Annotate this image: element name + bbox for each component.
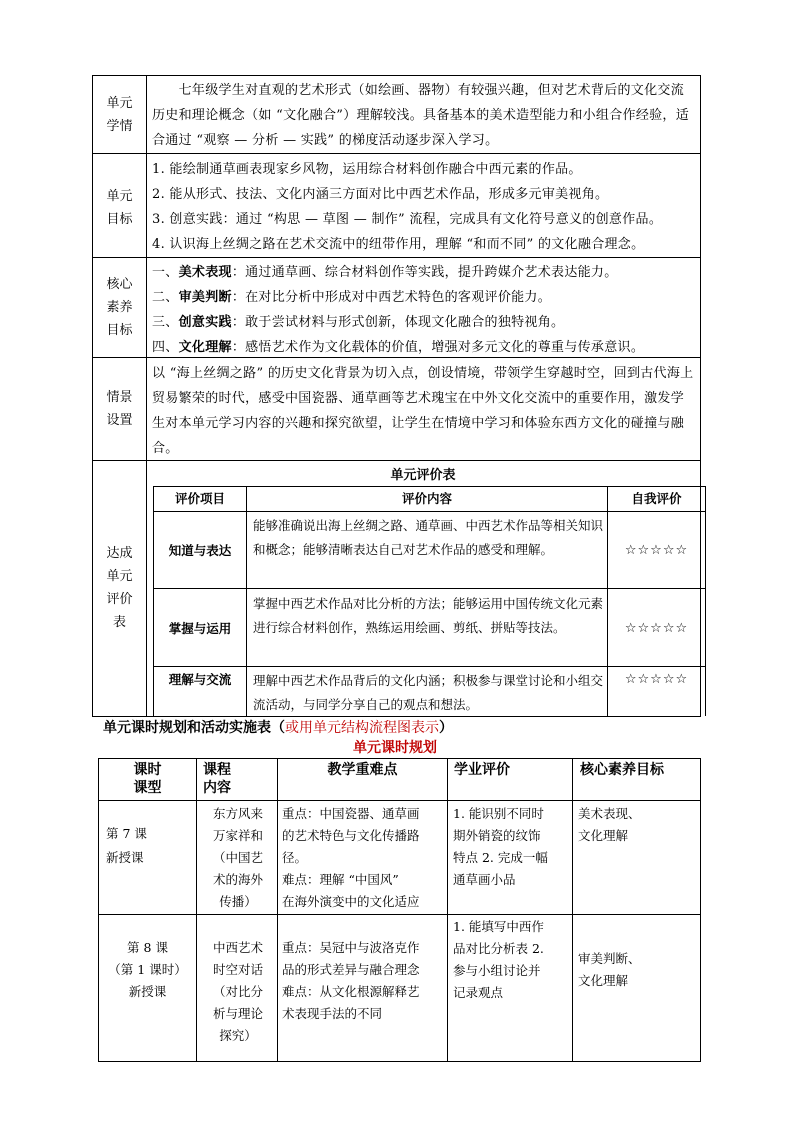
eval-content: 能够准确说出海上丝绸之路、通草画、中西艺术作品等相关知识和概念；能够清晰表达自己对艺术作品的感受和理解。 — [253, 518, 604, 557]
plan-border-bottom — [98, 1061, 701, 1062]
suyang-item: 一、美术表现：通过通草画、综合材料创作等实践，提升跨媒介艺术表达能力。 — [152, 265, 618, 280]
plan-col-divider — [277, 758, 278, 1062]
label-column-divider — [146, 75, 147, 716]
mubiao-list — [152, 157, 700, 257]
section-title: 单元课时规划和活动实施表（或用单元结构流程图表示） — [103, 720, 453, 736]
mubiao-item: 4. 认识海上丝绸之路在艺术交流中的纽带作用，理解 “和而不同” 的文化融合理念。 — [152, 237, 645, 252]
eval-stars[interactable]: ☆☆☆☆☆ — [624, 621, 689, 636]
eval-header-item: 评价项目 — [174, 491, 225, 506]
plan-lesson: 第 7 课 新授课 — [106, 826, 147, 865]
eval-content: 掌握中西艺术作品对比分析的方法；能够运用中国传统文化元素进行综合材料创作，熟练运用绘画、剪纸、拼贴等技法。 — [253, 596, 604, 635]
section-subtitle: 单元课时规划 — [353, 740, 437, 756]
eval-border-top — [153, 486, 706, 487]
eval-stars[interactable]: ☆☆☆☆☆ — [624, 543, 689, 558]
row-label-pingjia: 达成 单元 评价 表 — [106, 546, 133, 630]
row-label-mubiao: 单元 目标 — [106, 189, 133, 227]
plan-key: 重点：中国瓷器、通草画 的艺术特色与文化传播路 径。 难点：理解 “中国风” 在海外演变中的文化适应 — [282, 806, 420, 909]
plan-col-divider — [572, 758, 573, 1062]
qingjing-text: 以 “海上丝绸之路” 的历史文化背景为切入点，创设情境，带领学生穿越时空，回到古代海上贸易繁荣的时代，感受中国瓷器、通草画等艺术瑰宝在中外文化交流中的重要作用，激发学生对本单元学习内容的兴趣和探究欲望，让学生在情境中学习和体验东西方文化的碰撞与融合。 — [152, 366, 694, 456]
plan-goal: 美术表现、 文化理解 — [578, 806, 641, 843]
mubiao-item: 2. 能从形式、技法、文化内涵三方面对比中西艺术作品，形成多元审美视角。 — [152, 187, 609, 202]
plan-header-lesson: 课时 课型 — [133, 762, 162, 796]
eval-item: 理解与交流 — [168, 672, 232, 687]
plan-goal: 审美判断、 文化理解 — [578, 951, 641, 988]
mubiao-item: 3. 创意实践：通过 “构思 — 草图 — 制作” 流程，完成具有文化符号意义的创意作品。 — [152, 212, 663, 227]
table-border-top — [92, 75, 701, 76]
mubiao-item: 1. 能绘制通草画表现家乡风物，运用综合材料创作融合中西元素的作品。 — [152, 162, 582, 177]
suyang-item: 四、文化理解：感悟艺术作为文化载体的价值，增强对多元文化的尊重与传承意识。 — [152, 340, 645, 355]
row-label-xueqing: 单元 学情 — [106, 96, 133, 134]
section-title-hint: 或用单元结构流程图表示 — [285, 720, 439, 736]
eval-col-divider — [705, 486, 706, 716]
plan-row-divider — [98, 914, 701, 915]
eval-content: 理解中西艺术作品背后的文化内涵；积极参与课堂讨论和小组交流活动，与同学分享自己的观点和想法。 — [253, 673, 604, 712]
row-divider — [92, 257, 701, 258]
plan-eval: 1. 能识别不同时 期外销瓷的纹饰 特点 2. 完成一幅 通草画小品 — [453, 806, 548, 887]
plan-col-divider — [700, 758, 701, 1062]
row-label-suyang: 核心 素养 目标 — [106, 277, 133, 338]
evaluation-table-title: 单元评价表 — [390, 468, 456, 483]
eval-header-self: 自我评价 — [631, 491, 682, 506]
plan-content: 中西艺术 时空对话 （对比分 析与理论 探究） — [212, 940, 263, 1043]
plan-header-key: 教学重难点 — [327, 762, 398, 778]
xueqing-text: 七年级学生对直观的艺术形式（如绘画、器物）有较强兴趣，但对艺术背后的文化交流历史和理论概念（如 “文化融合”）理解较浅。具备基本的美术造型能力和小组合作经验，适合通过 “观察 — 分析 — 实践” 的梯度活动逐步深入学习。 — [152, 83, 690, 148]
plan-header-eval: 学业评价 — [454, 762, 510, 778]
plan-col-divider — [98, 758, 99, 1062]
row-divider — [92, 153, 701, 154]
plan-border-top — [98, 758, 701, 759]
plan-header-content: 课程 内容 — [203, 762, 231, 796]
eval-row-divider — [153, 666, 706, 667]
plan-header-goal: 核心素养目标 — [580, 762, 664, 778]
eval-row-divider — [153, 511, 706, 512]
plan-key: 重点：吴冠中与波洛克作 品的形式差异与融合理念 难点：从文化根源解释艺 术表现手法的不同 — [282, 940, 420, 1021]
plan-row-divider — [98, 800, 701, 801]
eval-stars[interactable]: ☆☆☆☆☆ — [624, 672, 689, 687]
eval-item: 知道与表达 — [168, 543, 232, 558]
eval-item: 掌握与运用 — [168, 621, 232, 636]
plan-col-divider — [196, 758, 197, 1062]
plan-eval: 1. 能填写中西作 品对比分析表 2. 参与小组讨论并 记录观点 — [453, 919, 544, 1000]
plan-lesson: 第 8 课 （第 1 课时） 新授课 — [108, 940, 187, 999]
suyang-list — [152, 260, 700, 360]
plan-content: 东方风来 万家祥和 （中国艺 术的海外 传播） — [212, 806, 263, 909]
row-label-qingjing: 情景 设置 — [106, 390, 133, 428]
eval-col-divider — [246, 486, 247, 716]
eval-header-content: 评价内容 — [401, 491, 452, 506]
eval-row-divider — [153, 588, 706, 589]
suyang-item: 二、审美判断：在对比分析中形成对中西艺术特色的客观评价能力。 — [152, 290, 552, 305]
suyang-item: 三、创意实践：敢于尝试材料与形式创新，体现文化融合的独特视角。 — [152, 315, 565, 330]
plan-col-divider — [447, 758, 448, 1062]
